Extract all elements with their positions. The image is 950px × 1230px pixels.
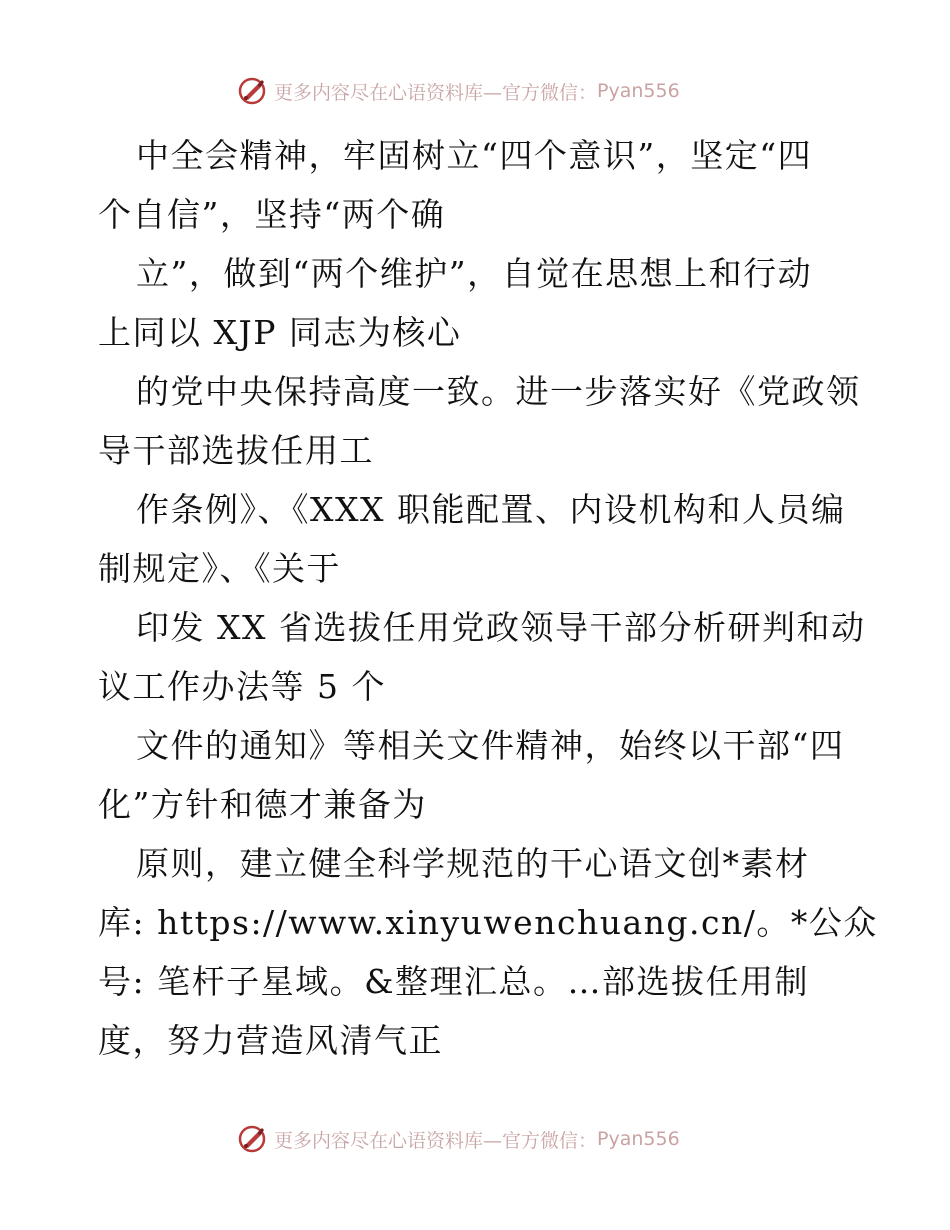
text-line: 立”，做到“两个维护”，自觉在思想上和行动 <box>136 254 813 293</box>
text-line: 中全会精神，牢固树立“四个意识”，坚定“四 <box>136 136 813 175</box>
brush-logo-icon <box>236 75 268 107</box>
text-line: 度，努力营造风清气正 <box>98 1021 443 1060</box>
text-line: 导干部选拔任用工 <box>98 431 374 470</box>
text-line: 作条例》、《XXX 职能配置、内设机构和人员编 <box>136 490 846 529</box>
text-line: 制规定》、《关于 <box>98 549 341 588</box>
header-banner <box>236 74 716 108</box>
text-line: 上同以 XJP 同志为核心 <box>98 313 462 352</box>
header-banner-wechat-id: Pyan556 <box>597 80 680 102</box>
text-line: 号: 笔杆子星域。&整理汇总。…部选拔任用制 <box>98 962 809 1001</box>
text-line: 议工作办法等 5 个 <box>98 667 386 706</box>
footer-banner-text: 更多内容尽在心语资料库—官方微信： <box>274 1129 598 1152</box>
body-paragraph <box>98 126 878 1070</box>
footer-banner <box>236 1122 716 1156</box>
header-banner-text: 更多内容尽在心语资料库—官方微信： <box>274 81 598 104</box>
footer-banner-wechat-id: Pyan556 <box>597 1128 680 1150</box>
brush-logo-icon <box>236 1123 268 1155</box>
text-line: 个自信”，坚持“两个确 <box>98 195 446 234</box>
text-line: 库: https://www.xinyuwenchuang.cn/。*公众 <box>98 903 878 942</box>
text-line: 文件的通知》等相关文件精神，始终以干部“四 <box>136 726 845 765</box>
text-line: 的党中央保持高度一致。进一步落实好《党政领 <box>136 372 861 411</box>
text-line: 化”方针和德才兼备为 <box>98 785 427 824</box>
text-line: 原则，建立健全科学规范的干心语文创*素材 <box>136 844 810 883</box>
text-line: 印发 XX 省选拔任用党政领导干部分析研判和动 <box>136 608 866 647</box>
